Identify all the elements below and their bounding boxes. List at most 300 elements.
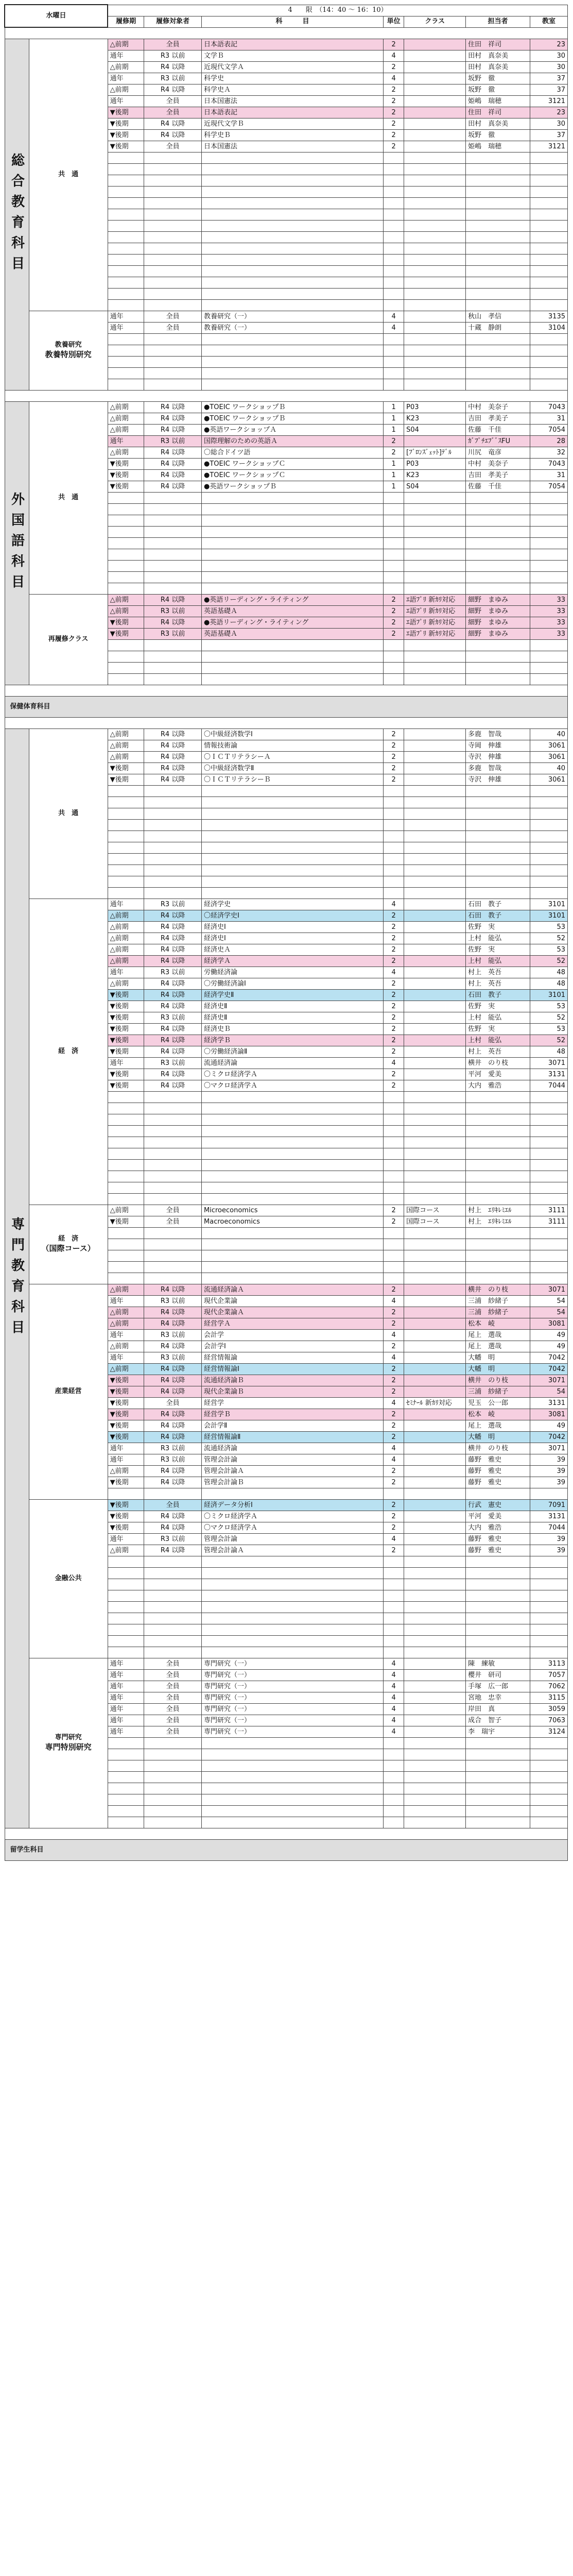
cell-target: R3 以前 (144, 50, 202, 62)
cell-room: 7043 (530, 459, 567, 470)
cell-subject (202, 820, 384, 831)
subsection-subtitle: 専門特別研究 (45, 1742, 92, 1752)
cell-teacher: 藤野 雅史 (466, 1466, 530, 1477)
cell-klass (404, 141, 466, 152)
section-gap (5, 685, 568, 697)
cell-target: R4 以降 (144, 1409, 202, 1420)
cell-teacher: 吉田 孝美子 (466, 413, 530, 425)
cell-target: R3 以前 (144, 606, 202, 617)
cell-subject (202, 493, 384, 504)
cell-klass (404, 583, 466, 595)
cell-term: △前期 (108, 606, 144, 617)
cell-term (108, 1749, 144, 1760)
cell-unit (384, 1613, 404, 1624)
cell-subject: ●英語ワークショップＢ (202, 481, 384, 493)
gap-cell (5, 685, 568, 697)
category-label (5, 402, 29, 685)
cell-room: 3121 (530, 141, 567, 152)
cell-room: 3111 (530, 1205, 567, 1216)
cell-unit (384, 1126, 404, 1137)
cell-klass (404, 1001, 466, 1012)
cell-subject (202, 198, 384, 209)
cell-klass (404, 1783, 466, 1794)
section-gap (5, 1828, 568, 1840)
cell-subject (202, 1239, 384, 1250)
cell-term: ▼後期 (108, 1375, 144, 1386)
cell-term: △前期 (108, 1284, 144, 1296)
cell-term: ▼後期 (108, 1386, 144, 1398)
cell-teacher: 村上 英吾 (466, 967, 530, 978)
cell-subject (202, 527, 384, 538)
cell-term (108, 243, 144, 255)
cell-teacher (466, 1647, 530, 1658)
cell-target (144, 289, 202, 300)
cell-target (144, 527, 202, 538)
cell-teacher: 坂野 徹 (466, 130, 530, 141)
subsection-title: 金融公共 (55, 1574, 82, 1583)
cell-unit (384, 345, 404, 357)
cell-term (108, 357, 144, 368)
cell-room: 53 (530, 922, 567, 933)
cell-term: ▼後期 (108, 1477, 144, 1488)
cell-subject: 日本語表記 (202, 39, 384, 50)
cell-klass (404, 527, 466, 538)
cell-subject (202, 651, 384, 663)
cell-subject: 管理会計論 (202, 1534, 384, 1545)
cell-room: 3061 (530, 774, 567, 786)
cell-unit: 2 (384, 944, 404, 956)
cell-unit (384, 865, 404, 876)
cell-teacher: 坂野 徹 (466, 84, 530, 96)
cell-subject: 専門研究（一） (202, 1715, 384, 1726)
cell-klass (404, 130, 466, 141)
cell-unit (384, 152, 404, 164)
cell-target (144, 493, 202, 504)
cell-teacher (466, 209, 530, 221)
cell-unit (384, 243, 404, 255)
cell-subject (202, 1126, 384, 1137)
cell-target (144, 504, 202, 515)
cell-unit (384, 527, 404, 538)
cell-unit: 2 (384, 1012, 404, 1024)
cell-unit (384, 368, 404, 379)
cell-term: ▼後期 (108, 1216, 144, 1228)
cell-room (530, 1794, 567, 1806)
cell-unit: 4 (384, 1296, 404, 1307)
cell-unit: 4 (384, 1726, 404, 1738)
cell-unit (384, 175, 404, 187)
cell-unit (384, 1250, 404, 1262)
cell-target (144, 808, 202, 820)
cell-room (530, 300, 567, 311)
cell-target (144, 1137, 202, 1148)
cell-klass (404, 933, 466, 944)
cell-unit: 2 (384, 1409, 404, 1420)
cell-teacher (466, 1126, 530, 1137)
cell-term (108, 345, 144, 357)
cell-target: R4 以降 (144, 1341, 202, 1352)
cell-teacher: 佐藤 千佳 (466, 425, 530, 436)
cell-teacher (466, 1794, 530, 1806)
cell-term (108, 674, 144, 685)
subsection-subtitle: （国際コース） (41, 1244, 95, 1253)
cell-klass (404, 1534, 466, 1545)
cell-room: 40 (530, 763, 567, 774)
cell-subject: 〇労働経済論Ⅰ (202, 978, 384, 990)
cell-subject (202, 221, 384, 232)
cell-teacher: 藤野 雅史 (466, 1545, 530, 1556)
cell-subject: 経済学史Ⅱ (202, 990, 384, 1001)
cell-teacher: 李 瑞宇 (466, 1726, 530, 1738)
col-room-header: 教室 (530, 16, 567, 27)
cell-term: ▼後期 (108, 1012, 144, 1024)
cell-target: 全員 (144, 1398, 202, 1409)
cell-unit: 1 (384, 413, 404, 425)
cell-subject (202, 152, 384, 164)
cell-target: R3 以前 (144, 1330, 202, 1341)
cell-room (530, 198, 567, 209)
cell-term (108, 1579, 144, 1590)
cell-teacher (466, 266, 530, 277)
cell-teacher: 三浦 紗緒子 (466, 1296, 530, 1307)
cell-room (530, 797, 567, 808)
cell-room (530, 786, 567, 797)
cell-teacher: 細野 まゆみ (466, 595, 530, 606)
cell-klass (404, 277, 466, 289)
cell-subject (202, 865, 384, 876)
cell-target (144, 842, 202, 854)
cell-room (530, 1239, 567, 1250)
cell-room: 49 (530, 1341, 567, 1352)
cell-target (144, 876, 202, 888)
cell-teacher (466, 187, 530, 198)
cell-term: △前期 (108, 84, 144, 96)
cell-unit (384, 808, 404, 820)
cell-room: 33 (530, 629, 567, 640)
cell-klass (404, 175, 466, 187)
cell-unit: 2 (384, 933, 404, 944)
cell-teacher (466, 493, 530, 504)
cell-teacher: 上村 能弘 (466, 956, 530, 967)
cell-unit (384, 504, 404, 515)
cell-target (144, 232, 202, 243)
cell-term (108, 1148, 144, 1160)
cell-target: R4 以降 (144, 84, 202, 96)
cell-subject (202, 1194, 384, 1205)
cell-room (530, 842, 567, 854)
cell-term: △前期 (108, 1307, 144, 1318)
timetable-row (5, 1284, 568, 1296)
cell-unit: 2 (384, 1284, 404, 1296)
cell-target: 全員 (144, 323, 202, 334)
cell-klass (404, 1194, 466, 1205)
cell-room: 7057 (530, 1670, 567, 1681)
cell-klass (404, 752, 466, 763)
cell-subject: 日本語表記 (202, 107, 384, 118)
cell-klass (404, 1500, 466, 1511)
cell-unit: 4 (384, 1692, 404, 1704)
cell-target: R4 以降 (144, 933, 202, 944)
timetable-row (5, 1658, 568, 1670)
cell-subject (202, 797, 384, 808)
cell-unit: 2 (384, 1318, 404, 1330)
cell-klass (404, 1250, 466, 1262)
category-title: 総合教育科目 (9, 152, 25, 277)
cell-subject: 現代企業論 (202, 1296, 384, 1307)
cell-target: R4 以降 (144, 1432, 202, 1443)
cell-term (108, 1194, 144, 1205)
cell-target: R4 以降 (144, 1318, 202, 1330)
cell-target: R4 以降 (144, 1001, 202, 1012)
cell-klass (404, 1443, 466, 1454)
cell-subject (202, 300, 384, 311)
cell-subject: 経営情報論 (202, 1352, 384, 1364)
cell-unit (384, 1647, 404, 1658)
cell-klass (404, 1239, 466, 1250)
cell-subject: 経営学Ｂ (202, 1409, 384, 1420)
cell-target (144, 797, 202, 808)
cell-teacher (466, 289, 530, 300)
cell-term: ▼後期 (108, 1500, 144, 1511)
timetable-row (5, 595, 568, 606)
day-title: 水曜日 (5, 5, 108, 27)
cell-room: 32 (530, 447, 567, 459)
cell-target: R3 以前 (144, 436, 202, 447)
cell-klass (404, 797, 466, 808)
cell-teacher (466, 651, 530, 663)
cell-term: △前期 (108, 1364, 144, 1375)
cell-term (108, 221, 144, 232)
cell-subject: 経済史Ⅱ (202, 1012, 384, 1024)
cell-klass: ｴ語ﾌﾟﾘ 新ｶﾘ対応 (404, 606, 466, 617)
cell-target (144, 1556, 202, 1568)
cell-term: △前期 (108, 933, 144, 944)
cell-room (530, 266, 567, 277)
cell-teacher (466, 164, 530, 175)
cell-unit (384, 1160, 404, 1171)
cell-klass (404, 1035, 466, 1046)
cell-target: R4 以降 (144, 130, 202, 141)
cell-target (144, 1749, 202, 1760)
cell-subject (202, 368, 384, 379)
cell-klass: K23 (404, 470, 466, 481)
cell-room: 39 (530, 1534, 567, 1545)
cell-subject: 管理会計論Ａ (202, 1545, 384, 1556)
cell-teacher: 坂野 徹 (466, 73, 530, 84)
cell-teacher: 上村 能弘 (466, 933, 530, 944)
cell-unit (384, 277, 404, 289)
cell-teacher (466, 1636, 530, 1647)
cell-term (108, 549, 144, 561)
cell-teacher (466, 831, 530, 842)
cell-room (530, 583, 567, 595)
cell-target: R3 以前 (144, 1058, 202, 1069)
cell-teacher: 田村 真奈美 (466, 50, 530, 62)
subsection-title: 産業経営 (55, 1387, 82, 1396)
cell-subject (202, 1488, 384, 1500)
subsection-title: 共 通 (58, 494, 79, 502)
cell-subject: 英語基礎Ａ (202, 606, 384, 617)
cell-room (530, 493, 567, 504)
cell-term (108, 493, 144, 504)
cell-subject: 〇中級経済数学Ⅱ (202, 763, 384, 774)
cell-unit: 2 (384, 447, 404, 459)
cell-subject: 経済学Ｂ (202, 1035, 384, 1046)
cell-klass (404, 357, 466, 368)
cell-target (144, 1148, 202, 1160)
cell-teacher (466, 674, 530, 685)
cell-subject (202, 232, 384, 243)
cell-room (530, 357, 567, 368)
cell-teacher: 細野 まゆみ (466, 606, 530, 617)
cell-teacher (466, 538, 530, 549)
cell-klass (404, 209, 466, 221)
cell-target (144, 1590, 202, 1602)
cell-teacher (466, 232, 530, 243)
cell-subject (202, 1556, 384, 1568)
cell-target (144, 515, 202, 527)
section-gap (5, 27, 568, 39)
cell-room: 3135 (530, 311, 567, 323)
subsection-title: 共 通 (58, 171, 79, 179)
cell-target: R4 以降 (144, 729, 202, 740)
cell-teacher: 松本 崚 (466, 1409, 530, 1420)
cell-klass (404, 831, 466, 842)
cell-teacher (466, 583, 530, 595)
cell-subject: 経営学Ａ (202, 1318, 384, 1330)
cell-term: 通年 (108, 73, 144, 84)
cell-unit: 2 (384, 1420, 404, 1432)
cell-room (530, 663, 567, 674)
cell-target (144, 345, 202, 357)
cell-subject (202, 842, 384, 854)
cell-unit (384, 209, 404, 221)
cell-term: ▼後期 (108, 141, 144, 152)
cell-target: 全員 (144, 1216, 202, 1228)
cell-room: 49 (530, 1330, 567, 1341)
cell-room (530, 209, 567, 221)
cell-room: 3124 (530, 1726, 567, 1738)
cell-term: 通年 (108, 1296, 144, 1307)
cell-subject: 経済データ分析Ⅰ (202, 1500, 384, 1511)
cell-term: △前期 (108, 944, 144, 956)
cell-target: R3 以前 (144, 1352, 202, 1364)
cell-term (108, 888, 144, 899)
cell-room (530, 549, 567, 561)
cell-room: 39 (530, 1454, 567, 1466)
cell-klass (404, 729, 466, 740)
cell-klass (404, 1466, 466, 1477)
cell-term: 通年 (108, 96, 144, 107)
cell-klass (404, 842, 466, 854)
cell-klass (404, 266, 466, 277)
cell-room: 3101 (530, 899, 567, 910)
cell-room (530, 1817, 567, 1828)
cell-target: R4 以降 (144, 1466, 202, 1477)
cell-klass (404, 1024, 466, 1035)
cell-term (108, 1228, 144, 1239)
cell-unit (384, 640, 404, 651)
cell-target (144, 640, 202, 651)
cell-teacher: 中村 美奈子 (466, 459, 530, 470)
cell-target (144, 663, 202, 674)
cell-target (144, 1772, 202, 1783)
cell-klass (404, 73, 466, 84)
cell-subject: 教養研究（一） (202, 323, 384, 334)
cell-subject: 専門研究（一） (202, 1681, 384, 1692)
cell-subject: ●TOEIC ワークショップＣ (202, 459, 384, 470)
cell-unit: 1 (384, 470, 404, 481)
cell-target (144, 368, 202, 379)
cell-term (108, 1738, 144, 1749)
cell-target: R3 以前 (144, 1012, 202, 1024)
cell-room: 3059 (530, 1704, 567, 1715)
cell-unit (384, 1148, 404, 1160)
cell-term (108, 289, 144, 300)
cell-unit: 2 (384, 1466, 404, 1477)
cell-room (530, 334, 567, 345)
cell-klass (404, 1352, 466, 1364)
cell-term: ▼後期 (108, 1522, 144, 1534)
cell-teacher (466, 663, 530, 674)
cell-room (530, 277, 567, 289)
cell-teacher (466, 549, 530, 561)
cell-unit: 2 (384, 1375, 404, 1386)
timetable-row (5, 402, 568, 413)
cell-term (108, 1794, 144, 1806)
cell-room: 7062 (530, 1681, 567, 1692)
cell-term: ▼後期 (108, 1080, 144, 1092)
cell-target: R4 以降 (144, 470, 202, 481)
cell-term (108, 1273, 144, 1284)
cell-target (144, 1114, 202, 1126)
cell-unit: 2 (384, 1364, 404, 1375)
cell-term: △前期 (108, 1205, 144, 1216)
cell-term: △前期 (108, 978, 144, 990)
cell-unit (384, 786, 404, 797)
cell-room (530, 1602, 567, 1613)
cell-term (108, 865, 144, 876)
cell-klass (404, 561, 466, 572)
cell-room: 7054 (530, 425, 567, 436)
cell-klass (404, 1545, 466, 1556)
cell-term: ▼後期 (108, 1398, 144, 1409)
cell-klass (404, 1579, 466, 1590)
cell-term (108, 1126, 144, 1137)
title-row (5, 5, 568, 16)
cell-room: 54 (530, 1386, 567, 1398)
cell-room (530, 345, 567, 357)
cell-term: 通年 (108, 1681, 144, 1692)
cell-subject: 経営情報論Ⅱ (202, 1432, 384, 1443)
subsection-label (29, 39, 108, 311)
cell-subject (202, 808, 384, 820)
cell-teacher: 岸田 真 (466, 1704, 530, 1715)
cell-target (144, 854, 202, 865)
cell-target (144, 888, 202, 899)
cell-teacher: 陳 練敏 (466, 1658, 530, 1670)
cell-klass (404, 876, 466, 888)
cell-term (108, 1239, 144, 1250)
cell-klass (404, 1760, 466, 1772)
cell-room (530, 1194, 567, 1205)
cell-room: 53 (530, 1024, 567, 1035)
cell-unit: 2 (384, 1545, 404, 1556)
cell-unit (384, 888, 404, 899)
cell-klass (404, 1738, 466, 1749)
cell-subject (202, 876, 384, 888)
cell-unit (384, 1273, 404, 1284)
